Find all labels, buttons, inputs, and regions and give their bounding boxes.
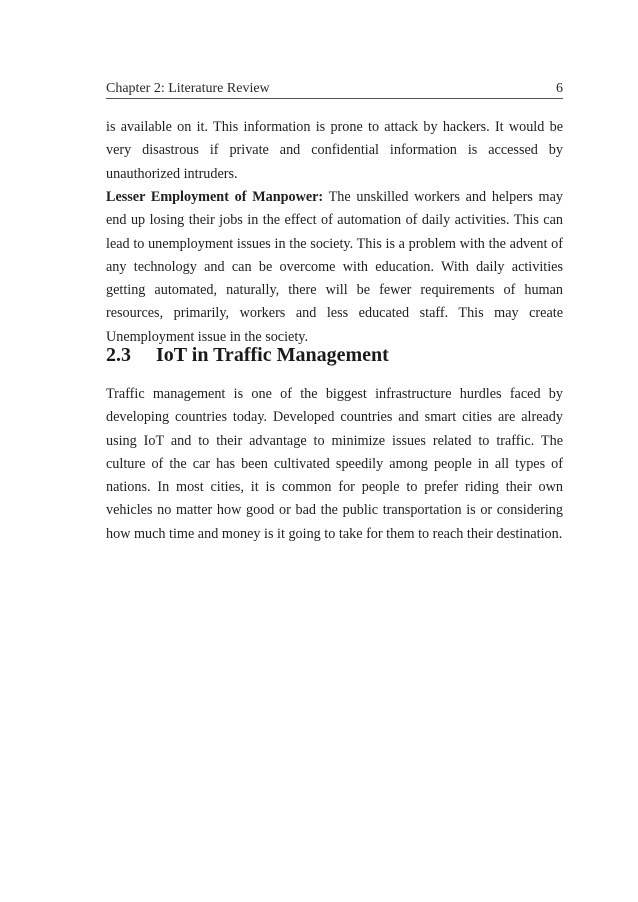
section-heading [106,341,563,369]
paragraph-text: is available on it. This information is prone to attack by hackers. It would be very disastrous if private and confidential information is accessed by unauthorized intruders. [106,119,563,182]
paragraph-text: Traffic management is one of the biggest infrastructure hurdles faced by developing countries today. Developed countries and smart cities are already using IoT and to their advantage to minimize issues related to traffic. The culture of the car has been cultivated speedily among people in all types of nations. In most cities, it is common for people to prefer riding their own vehicles no matter how good or bad the public transportation is or considering how much time and money is it going to take for them to reach their destination. [106,386,563,542]
paragraph-security-continuation [106,116,563,186]
paragraph-lead-heading: Lesser Employment of Manpower: [106,189,324,205]
page-number: 6 [556,81,563,96]
paragraph-text: The unskilled workers and helpers may end up losing their jobs in the effect of automation of daily activities. This can lead to unemployment issues in the society. This is a problem with the advent of any technology and can be overcome with education. With daily activities getting automated, naturally, there will be fewer requirements of human resources, primarily, workers and less educated staff. This may create Unemployment issue in the society. [106,189,563,345]
section-number: 2.3 [106,344,131,366]
header-rule [106,98,563,99]
section-title: IoT in Traffic Management [156,344,389,366]
paragraph-lesser-employment [106,186,563,349]
chapter-title: Chapter 2: Literature Review [106,81,270,96]
paragraph-traffic-management [106,383,563,546]
running-header [106,80,563,98]
